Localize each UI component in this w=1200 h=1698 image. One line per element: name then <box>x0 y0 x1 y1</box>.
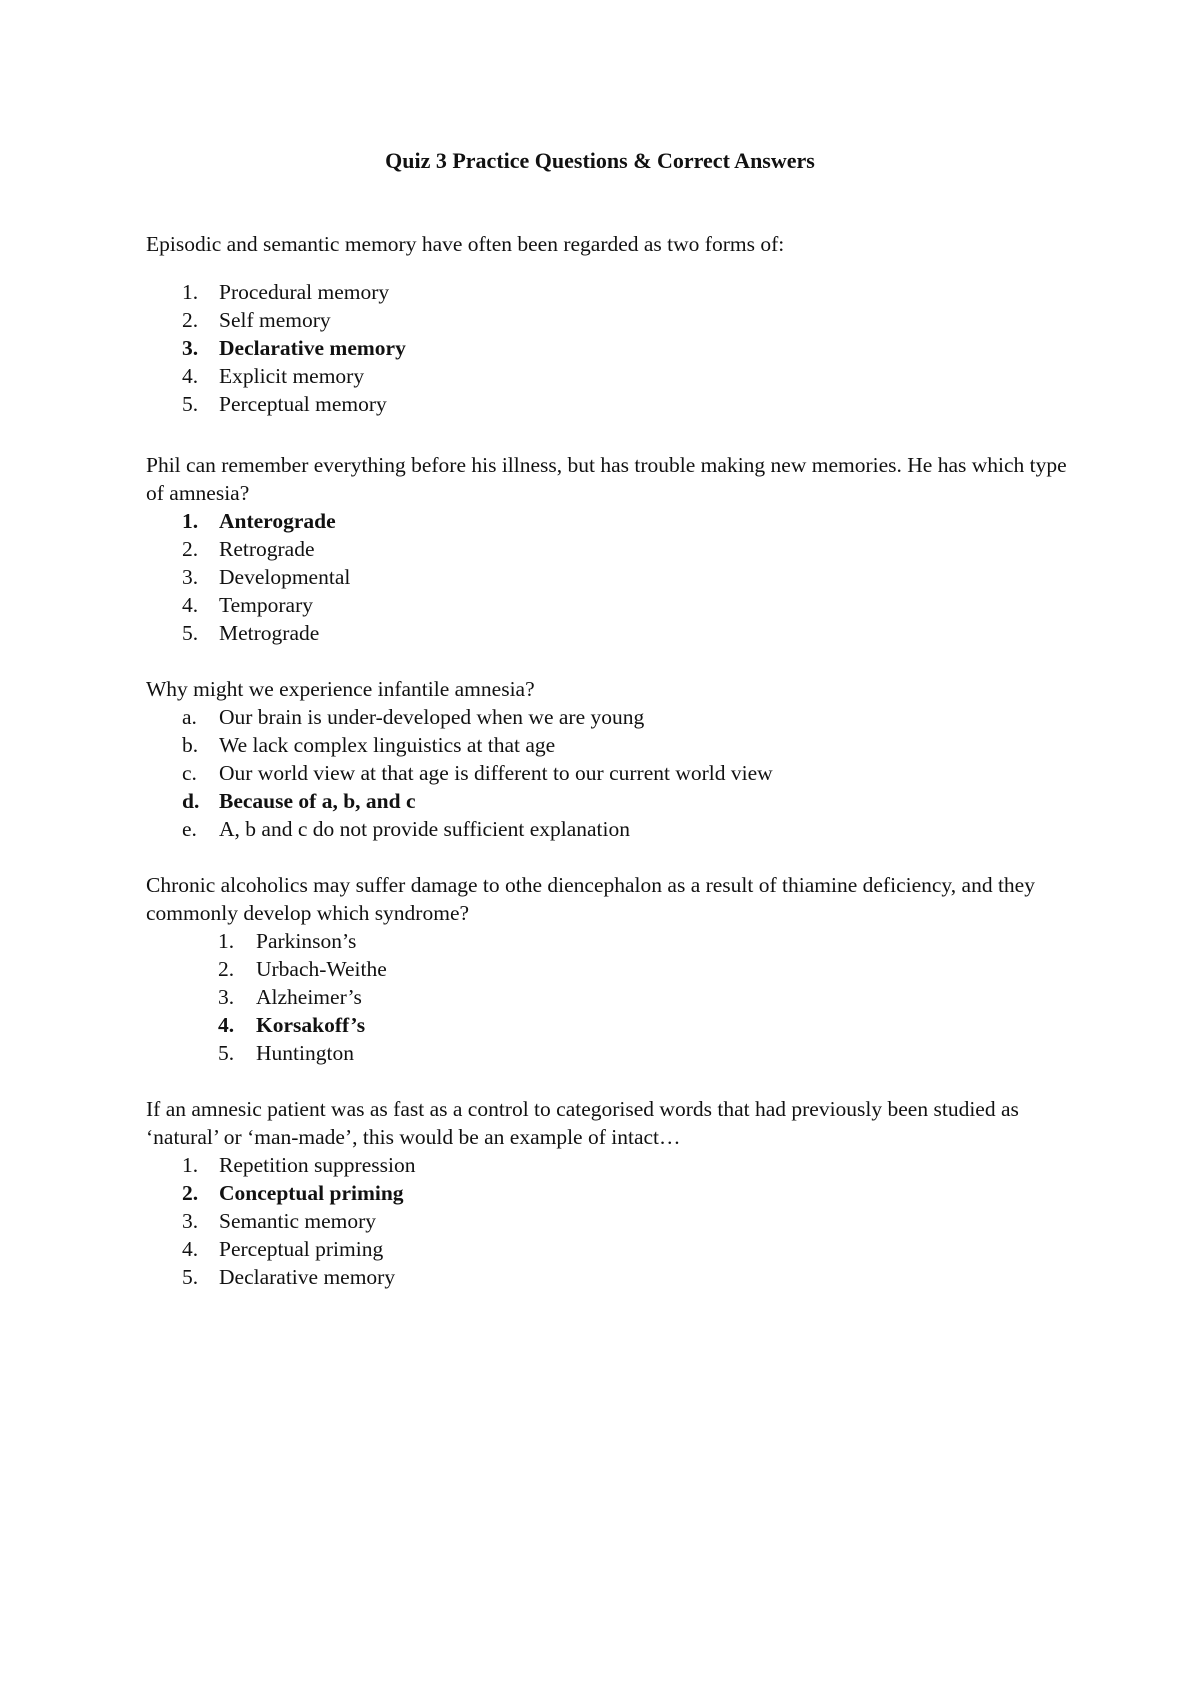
option-text: Declarative memory <box>219 1265 396 1289</box>
option-marker: a. <box>182 705 197 729</box>
option-marker: 1. <box>182 1153 199 1177</box>
answer-option <box>146 390 1086 418</box>
option-marker: 2. <box>218 957 235 981</box>
question-prompt: Why might we experience infantile amnesia? <box>146 677 535 701</box>
option-marker: 5. <box>182 1265 199 1289</box>
answer-list <box>146 507 1086 647</box>
correct-answer-option <box>146 1011 1086 1039</box>
option-text: Temporary <box>219 593 314 617</box>
answer-list <box>146 927 1086 1067</box>
option-text: Perceptual memory <box>219 392 387 416</box>
option-text: Our brain is under-developed when we are young <box>219 705 645 729</box>
answer-option <box>146 1235 1086 1263</box>
option-text: Conceptual priming <box>219 1181 404 1205</box>
answer-option <box>146 955 1086 983</box>
option-text: Self memory <box>219 308 331 332</box>
option-text: Because of a, b, and c <box>219 789 416 813</box>
option-marker: 2. <box>182 537 199 561</box>
option-marker: e. <box>182 817 197 841</box>
answer-option <box>146 1263 1086 1291</box>
option-text: We lack complex linguistics at that age <box>219 733 556 757</box>
option-marker: c. <box>182 761 197 785</box>
question-2 <box>146 451 1086 647</box>
option-marker: 5. <box>218 1041 235 1065</box>
option-marker: 3. <box>218 985 235 1009</box>
answer-option <box>146 703 1086 731</box>
option-text: Anterograde <box>219 509 336 533</box>
answer-option <box>146 815 1086 843</box>
option-text: Procedural memory <box>219 280 390 304</box>
option-text: Metrograde <box>219 621 320 645</box>
question-prompt: If an amnesic patient was as fast as a control to categorised words that had previously been studied as ‘natural’ or ‘man-made’, this would be an example of intact… <box>146 1097 1019 1149</box>
option-text: Our world view at that age is different to our current world view <box>219 761 773 785</box>
correct-answer-option <box>146 1179 1086 1207</box>
answer-option <box>146 591 1086 619</box>
page-title: Quiz 3 Practice Questions & Correct Answers <box>385 148 815 173</box>
question-3 <box>146 675 1086 843</box>
question-prompt: Phil can remember everything before his illness, but has trouble making new memories. He has which type of amnesia? <box>146 453 1067 505</box>
answer-option <box>146 731 1086 759</box>
answer-option <box>146 278 1086 306</box>
option-marker: b. <box>182 733 199 757</box>
question-4 <box>146 871 1086 1067</box>
answer-option <box>146 306 1086 334</box>
option-text: Declarative memory <box>219 336 406 360</box>
option-marker: 1. <box>218 929 235 953</box>
option-text: Alzheimer’s <box>256 985 362 1009</box>
answer-option <box>146 1039 1086 1067</box>
option-marker: d. <box>182 789 200 813</box>
option-marker: 1. <box>182 280 199 304</box>
answer-option <box>146 759 1086 787</box>
correct-answer-option <box>146 507 1086 535</box>
option-marker: 4. <box>182 593 199 617</box>
option-text: Parkinson’s <box>256 929 357 953</box>
option-marker: 1. <box>182 509 199 533</box>
option-marker: 5. <box>182 621 199 645</box>
option-text: A, b and c do not provide sufficient explanation <box>219 817 630 841</box>
answer-list <box>146 703 1086 843</box>
option-text: Retrograde <box>219 537 315 561</box>
answer-option <box>146 1207 1086 1235</box>
option-text: Korsakoff’s <box>256 1013 366 1037</box>
answer-option <box>146 563 1086 591</box>
question-1 <box>146 230 1086 418</box>
answer-option <box>146 535 1086 563</box>
option-text: Explicit memory <box>219 364 365 388</box>
option-marker: 3. <box>182 1209 199 1233</box>
option-marker: 5. <box>182 392 199 416</box>
option-text: Perceptual priming <box>219 1237 384 1261</box>
option-marker: 2. <box>182 308 199 332</box>
answer-option <box>146 619 1086 647</box>
option-text: Developmental <box>219 565 351 589</box>
option-text: Urbach-Weithe <box>256 957 387 981</box>
answer-option <box>146 362 1086 390</box>
answer-option <box>146 927 1086 955</box>
option-marker: 4. <box>218 1013 235 1037</box>
question-prompt: Chronic alcoholics may suffer damage to othe diencephalon as a result of thiamine deficiency, and they commonly develop which syndrome? <box>146 873 1035 925</box>
option-marker: 2. <box>182 1181 199 1205</box>
answer-option <box>146 1151 1086 1179</box>
answer-list <box>146 278 1086 418</box>
question-5 <box>146 1095 1086 1291</box>
question-prompt: Episodic and semantic memory have often been regarded as two forms of: <box>146 232 785 256</box>
correct-answer-option <box>146 787 1086 815</box>
option-marker: 3. <box>182 565 199 589</box>
option-text: Repetition suppression <box>219 1153 416 1177</box>
answer-list <box>146 1151 1086 1291</box>
option-text: Huntington <box>256 1041 354 1065</box>
option-marker: 4. <box>182 364 199 388</box>
correct-answer-option <box>146 334 1086 362</box>
option-marker: 4. <box>182 1237 199 1261</box>
option-text: Semantic memory <box>219 1209 377 1233</box>
answer-option <box>146 983 1086 1011</box>
option-marker: 3. <box>182 336 199 360</box>
